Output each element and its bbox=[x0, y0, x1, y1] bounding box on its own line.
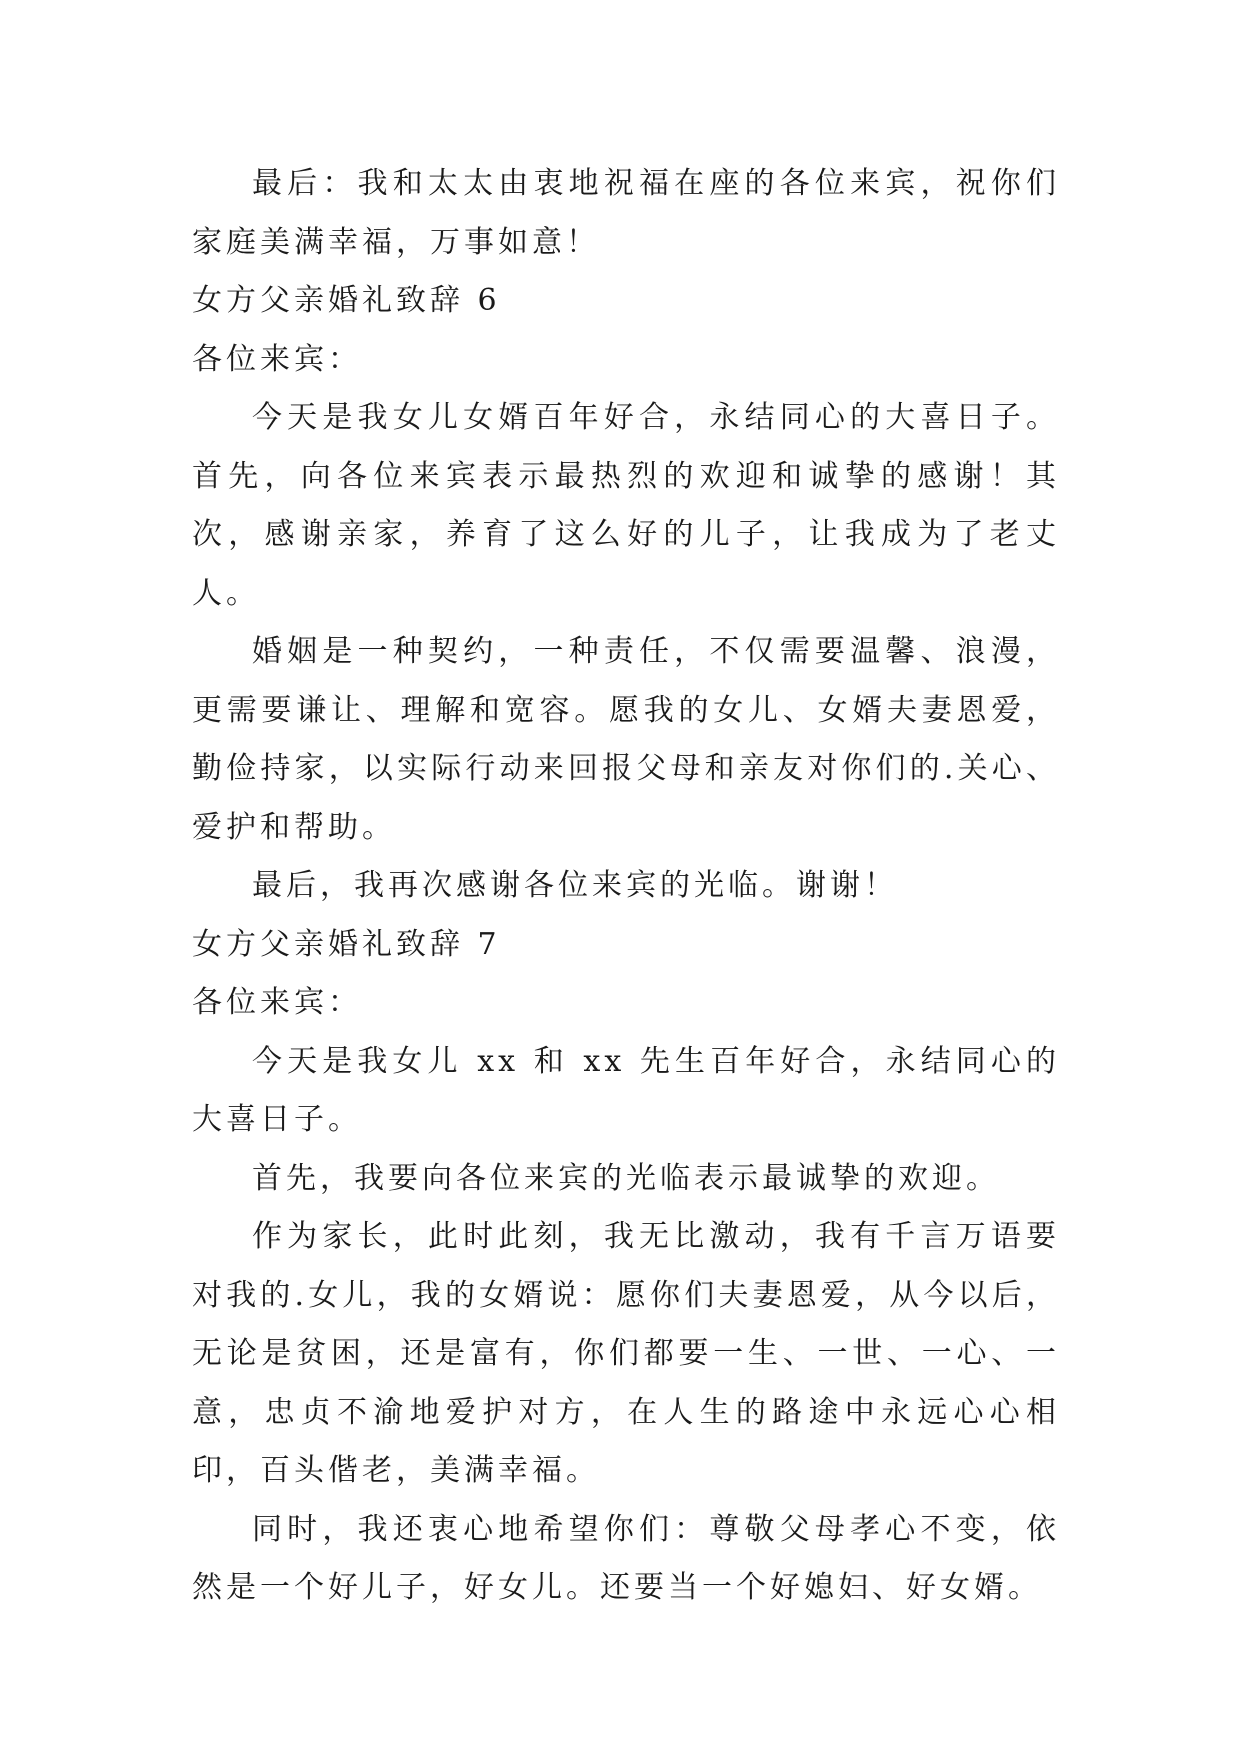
document-body bbox=[192, 155, 1060, 1618]
closing-blessing-paragraph: 最后：我和太太由衷地祝福在座的各位来宾，祝你们家庭美满幸福，万事如意！ bbox=[192, 166, 1060, 260]
body-paragraph: 婚姻是一种契约，一种责任，不仅需要温馨、浪漫，更需要谦让、理解和宽容。愿我的女儿、女婿夫妻恩爱，勤俭持家，以实际行动来回报父母和亲友对你们的.关心、爱护和帮助。 bbox=[192, 634, 1060, 845]
salutation: 各位来宾： bbox=[192, 341, 362, 377]
section-title-7: 女方父亲婚礼致辞 7 bbox=[192, 926, 501, 962]
body-paragraph: 今天是我女儿女婿百年好合，永结同心的大喜日子。首先，向各位来宾表示最热烈的欢迎和诚挚的感谢！其次，感谢亲家，养育了这么好的儿子，让我成为了老丈人。 bbox=[192, 400, 1060, 611]
body-paragraph: 作为家长，此时此刻，我无比激动，我有千言万语要对我的.女儿，我的女婿说：愿你们夫妻恩爱，从今以后，无论是贫困，还是富有，你们都要一生、一世、一心、一意，忠贞不渝地爱护对方，在人生的路途中永远心心相印，百头偕老，美满幸福。 bbox=[192, 1219, 1060, 1488]
body-paragraph: 最后，我再次感谢各位来宾的光临。谢谢！ bbox=[252, 868, 898, 903]
section-title-6: 女方父亲婚礼致辞 6 bbox=[192, 283, 501, 318]
body-paragraph: 今天是我女儿 xx 和 xx 先生百年好合，永结同心的大喜日子。 bbox=[192, 1043, 1060, 1137]
body-paragraph: 首先，我要向各位来宾的光临表示最诚挚的欢迎。 bbox=[252, 1160, 1000, 1196]
salutation: 各位来宾： bbox=[192, 985, 362, 1020]
body-paragraph: 同时，我还衷心地希望你们：尊敬父母孝心不变，依然是一个好儿子，好女儿。还要当一个好媳妇、好女婿。 bbox=[192, 1511, 1060, 1605]
